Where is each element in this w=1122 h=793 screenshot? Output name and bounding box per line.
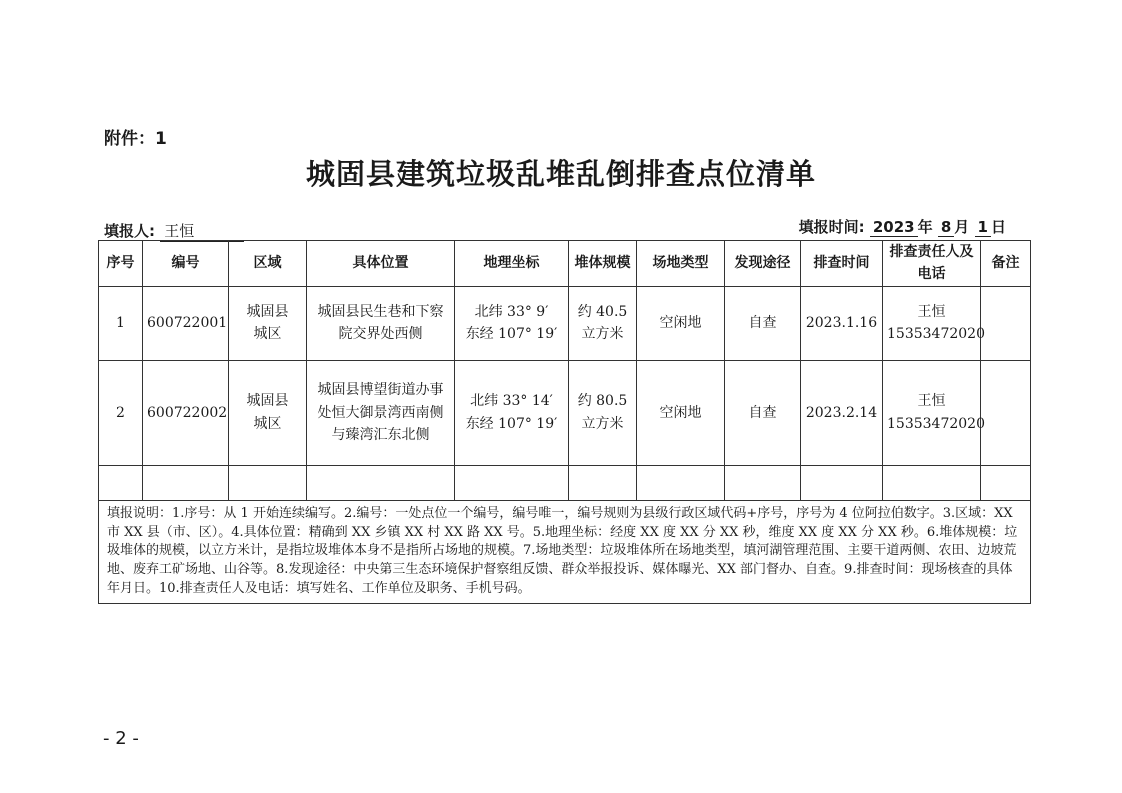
cell-site-type: 空闲地	[637, 360, 725, 465]
report-month: 8	[938, 218, 954, 237]
cell-scale	[569, 286, 637, 360]
location-line: 与臻湾汇东北侧	[331, 426, 430, 443]
header-code: 编号	[143, 241, 229, 287]
attachment-label: 附件：1	[104, 129, 167, 149]
region-line: 城固县	[246, 303, 289, 320]
header-site-type: 场地类型	[637, 241, 725, 287]
header-scale: 堆体规模	[569, 241, 637, 287]
day-char: 日	[990, 218, 1006, 236]
empty-cell	[883, 465, 981, 500]
cell-check-time: 2023.1.16	[801, 286, 883, 360]
cell-seq: 1	[99, 286, 143, 360]
header-region: 区域	[229, 241, 307, 287]
table-row	[99, 286, 1031, 360]
coord-lat: 北纬 33° 9′	[474, 303, 549, 320]
header-remark: 备注	[981, 241, 1031, 287]
cell-site-type: 空闲地	[637, 286, 725, 360]
cell-person	[883, 286, 985, 360]
header-seq: 序号	[99, 241, 143, 287]
header-location: 具体位置	[307, 241, 455, 287]
header-person: 排查责任人及电话	[883, 241, 981, 287]
cell-discovery: 自查	[725, 360, 801, 465]
notes-row	[99, 500, 1031, 603]
document-title: 城固县建筑垃圾乱堆乱倒排查点位清单	[305, 157, 816, 191]
scale-unit: 立方米	[581, 415, 624, 432]
person-name: 王恒	[917, 303, 946, 320]
coord-lat: 北纬 33° 14′	[470, 393, 553, 410]
page-number: - 2 -	[103, 728, 139, 749]
empty-cell	[455, 465, 569, 500]
scale-unit: 立方米	[581, 326, 624, 343]
cell-scale	[569, 360, 637, 465]
empty-cell	[143, 465, 229, 500]
cell-discovery: 自查	[725, 286, 801, 360]
header-coordinates: 地理坐标	[455, 241, 569, 287]
region-line: 城固县	[246, 393, 289, 410]
region-line: 城区	[253, 326, 282, 343]
report-day: 1	[975, 218, 991, 237]
empty-cell	[725, 465, 801, 500]
cell-region	[229, 360, 307, 465]
coord-lon: 东经 107° 19′	[465, 326, 558, 343]
reporter-label: 填报人:	[104, 222, 155, 240]
person-phone: 15353472020	[887, 326, 985, 343]
report-time-field	[799, 216, 1006, 237]
cell-location	[307, 360, 455, 465]
empty-cell	[99, 465, 143, 500]
location-line: 城固县博望街道办事	[317, 382, 444, 399]
reporter-name: 王恒	[160, 220, 244, 242]
cell-region	[229, 286, 307, 360]
region-line: 城区	[253, 415, 282, 432]
cell-code: 600722002	[143, 360, 229, 465]
cell-remark	[981, 360, 1031, 465]
reporter-field	[104, 220, 244, 242]
report-year: 2023	[870, 218, 918, 237]
person-name: 王恒	[917, 393, 946, 410]
cell-person	[883, 360, 985, 465]
header-check-time: 排查时间	[801, 241, 883, 287]
cell-location	[307, 286, 455, 360]
cell-code: 600722001	[143, 286, 229, 360]
cell-coordinates	[455, 360, 569, 465]
person-phone: 15353472020	[887, 415, 985, 432]
location-line: 城固县民生巷和下察	[317, 303, 444, 320]
empty-cell	[801, 465, 883, 500]
empty-cell	[981, 465, 1031, 500]
scale-value: 约 80.5	[577, 393, 628, 410]
scale-value: 约 40.5	[577, 303, 628, 320]
table-row-empty	[99, 465, 1031, 500]
empty-cell	[307, 465, 455, 500]
coord-lon: 东经 107° 19′	[465, 415, 558, 432]
empty-cell	[637, 465, 725, 500]
cell-check-time: 2023.2.14	[801, 360, 883, 465]
empty-cell	[569, 465, 637, 500]
table-header-row	[99, 241, 1031, 287]
cell-coordinates	[455, 286, 569, 360]
table-row	[99, 360, 1031, 465]
month-char: 月	[954, 218, 970, 236]
location-line: 处恒大御景湾西南侧	[317, 404, 444, 421]
cell-remark	[981, 286, 1031, 360]
location-line: 院交界处西侧	[338, 326, 423, 343]
filling-instructions: 填报说明：1.序号：从 1 开始连续编写。2.编号：一处点位一个编号，编号唯一，编号规则为县级行政区域代码+序号，序号为 4 位阿拉伯数字。3.区域：XX 市 XX 县（市、区）。4.具体位置：精确到 XX 乡镇 XX 村 XX 路 XX 号。5.地理坐标：经度 XX 度 XX 分 XX 秒，维度 XX 度 XX 分 XX 秒。6.堆体规模：垃圾堆体的规模，以立方米计，是指垃圾堆体本身不是指所占场地的规模。7.场地类型：垃圾堆体所在场地类型，填河湖管理范围、主要干道两侧、农田、边坡荒地、废弃工矿场地、山谷等。8.发现途径：中央第三生态环境保护督察组反馈、群众举报投诉、媒体曝光、XX 部门督办、自查。9.排查时间：现场核查的具体年月日。10.排查责任人及电话：填写姓名、工作单位及职务、手机号码。	[99, 500, 1031, 603]
cell-seq: 2	[99, 360, 143, 465]
empty-cell	[229, 465, 307, 500]
year-char: 年	[917, 218, 933, 236]
header-discovery: 发现途径	[725, 241, 801, 287]
checklist-table	[98, 240, 1031, 604]
report-time-label: 填报时间:	[798, 218, 865, 236]
